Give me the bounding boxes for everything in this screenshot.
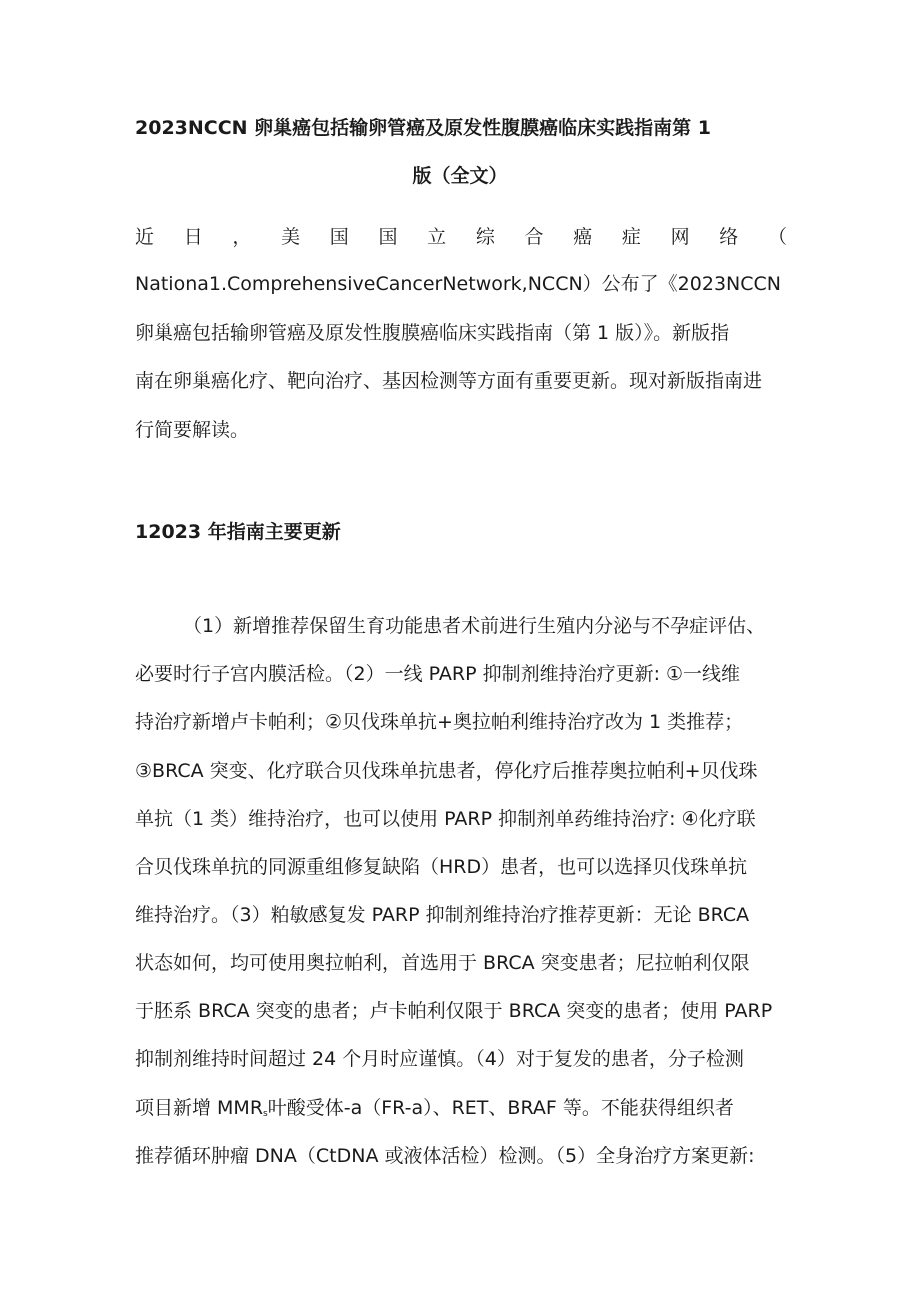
section-line-8: 状态如何，均可使用奥拉帕利，首选用于 BRCA 突变患者；尼拉帕利仅限 [135, 952, 750, 974]
section-line-12: 推荐循环肿瘤 DNA（CtDNA 或液体活检）检测。（5）全身治疗方案更新: [135, 1145, 755, 1167]
section-line-11-pre: 项目新增 MMR [135, 1097, 264, 1119]
document-title-line-1: 2023NCCN 卵巢癌包括输卵管癌及原发性腹膜癌临床实践指南第 1 [135, 117, 712, 139]
section-heading: 12023 年指南主要更新 [135, 521, 341, 543]
intro-char: 国 [329, 226, 349, 248]
intro-char: 国 [378, 226, 398, 248]
section-line-7: 维持治疗。（3）粕敏感复发 PARP 抑制剂维持治疗推荐更新：无论 BRCA [135, 904, 750, 926]
intro-char: 日 [183, 226, 203, 248]
intro-char: （ [767, 226, 787, 248]
intro-char: 癌 [573, 226, 593, 248]
intro-char: 近 [135, 226, 155, 248]
section-line-11-post: 叶酸受体-a（FR-a）、RET、BRAF 等。不能获得组织者 [267, 1097, 734, 1119]
section-line-6: 合贝伐珠单抗的同源重组修复缺陷（HRD）患者，也可以选择贝伐珠单抗 [135, 856, 748, 878]
intro-char: 合 [524, 226, 544, 248]
intro-char: 络 [719, 226, 739, 248]
intro-line-5: 行简要解读。 [135, 419, 250, 441]
section-line-1: （1）新增推荐保留生育功能患者术前进行生殖内分泌与不孕症评估、 [183, 615, 766, 637]
section-line-3: 持治疗新增卢卡帕利；②贝伐珠单抗+奥拉帕利维持治疗改为 1 类推荐； [135, 711, 744, 733]
intro-line-3: 卵巢癌包括输卵管癌及原发性腹膜癌临床实践指南（第 1 版）》。新版指 [135, 322, 730, 344]
intro-char: ， [232, 226, 252, 248]
section-line-5: 单抗（1 类）维持治疗，也可以使用 PARP 抑制剂单药维持治疗: ④化疗联 [135, 808, 756, 830]
section-line-11-sub: s [263, 1109, 268, 1119]
intro-line-4: 南在卵巢癌化疗、靶向治疗、基因检测等方面有重要更新。现对新版指南进 [135, 370, 763, 392]
section-line-10: 抑制剂维持时间超过 24 个月时应谨慎。（4）对于复发的患者，分子检测 [135, 1048, 744, 1070]
section-line-11 [135, 1094, 787, 1128]
intro-line-1 [135, 223, 787, 251]
intro-char: 立 [427, 226, 447, 248]
intro-char: 网 [670, 226, 690, 248]
section-line-9: 于胚系 BRCA 突变的患者；卢卡帕利仅限于 BRCA 突变的患者；使用 PARP [135, 1000, 773, 1022]
intro-char: 美 [281, 226, 301, 248]
section-line-4: ③BRCA 突变、化疗联合贝伐珠单抗患者，停化疗后推荐奥拉帕利+贝伐珠 [135, 760, 758, 782]
section-line-2: 必要时行子宫内膜活检。（2）一线 PARP 抑制剂维持治疗更新: ①一线维 [135, 663, 741, 685]
intro-char: 症 [621, 226, 641, 248]
intro-line-2: Nationa1.ComprehensiveCancerNetwork,NCCN）公布了《2023NCCN [135, 273, 781, 295]
intro-char: 综 [475, 226, 495, 248]
document-title-line-2: 版（全文） [412, 165, 508, 187]
